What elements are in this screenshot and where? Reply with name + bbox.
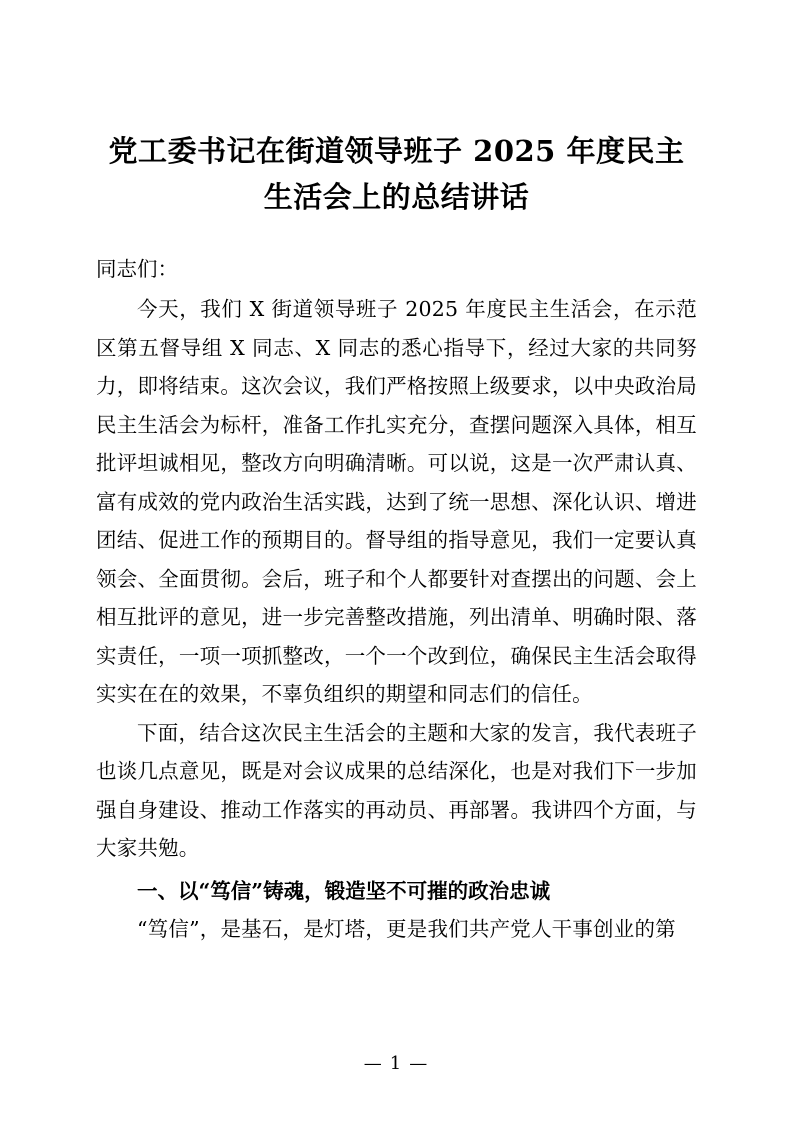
page-number-dash-right: —: [409, 1053, 430, 1074]
section-heading-1: 一、以“笃信”铸魂，锻造坚不可摧的政治忠诚: [137, 878, 551, 903]
paragraph-1: 今天，我们 X 街道领导班子 2025 年度民主生活会，在示范区第五督导组 X 同志、X 同志的悉心指导下，经过大家的共同努力，即将结束。这次会议，我们严格按照上级要求，以中央政治局民主生活会为标杆，准备工作扎实充分，查摆问题深入具体，相互批评坦诚相见，整改方向明确清晰。可以说，这是一次严肃认真、富有成效的党内政治生活实践，达到了统一思想、深化认识、增进团结、促进工作的预期目的。督导组的指导意见，我们一定要认真领会、全面贯彻。会后，班子和个人都要针对查摆出的问题、会上相互批评的意见，进一步完善整改措施，列出清单、明确时限、落实责任，一项一项抓整改，一个一个改到位，确保民主生活会取得实实在在的效果，不辜负组织的期望和同志们的信任。: [96, 297, 697, 706]
page-number-dash-left: —: [363, 1053, 384, 1074]
section-paragraph-1: “笃信”，是基石，是灯塔，更是我们共产党人干事创业的第: [137, 917, 676, 941]
page-number-value: 1: [389, 1053, 404, 1074]
page-title: 党工委书记在街道领导班子 2025 年度民主生活会上的总结讲话: [108, 134, 685, 214]
page-number: [0, 1053, 793, 1074]
paragraph-2: 下面，结合这次民主生活会的主题和大家的发言，我代表班子也谈几点意见，既是对会议成果的总结深化，也是对我们下一步加强自身建设、推动工作落实的再动员、再部署。我讲四个方面，与大家共勉。: [96, 720, 697, 860]
salutation: 同志们：: [96, 257, 178, 281]
